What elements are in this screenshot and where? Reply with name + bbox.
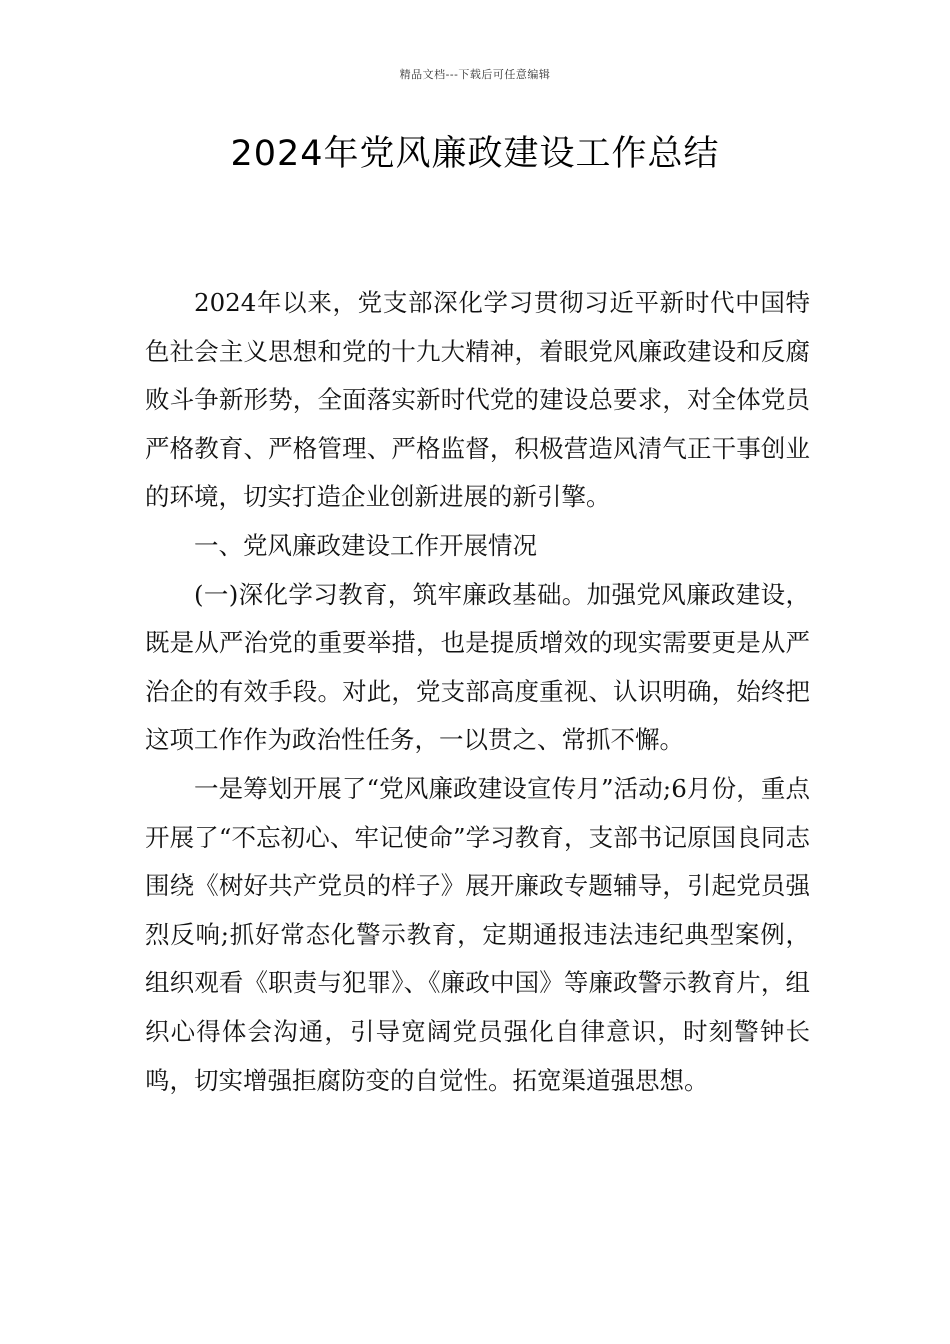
section-heading: 一、党风廉政建设工作开展情况 bbox=[194, 530, 537, 560]
document-body bbox=[145, 279, 810, 1105]
paragraph-intro: 2024年以来，党支部深化学习贯彻习近平新时代中国特色社会主义思想和党的十九大精神，着眼党风廉政建设和反腐败斗争新形势，全面落实新时代党的建设总要求，对全体党员严格教育、严格管理、严格监督，积极营造风清气正干事创业的环境，切实打造企业创新进展的新引擎。 bbox=[145, 288, 810, 512]
document-title: 2024年党风廉政建设工作总结 bbox=[230, 134, 720, 174]
page-header-note: 精品文档---下载后可任意编辑 bbox=[399, 68, 551, 81]
paragraph-activities: 一是筹划开展了“党风廉政建设宣传月”活动;6月份，重点开展了“不忘初心、牢记使命”学习教育，支部书记原国良同志围绕《树好共产党员的样子》展开廉政专题辅导，引起党员强烈反响;抓好常态化警示教育，定期通报违法违纪典型案例，组织观看《职责与犯罪》、《廉政中国》等廉政警示教育片，组织心得体会沟通，引导宽阔党员强化自律意识，时刻警钟长鸣，切实增强拒腐防变的自觉性。拓宽渠道强思想。 bbox=[145, 773, 810, 1095]
paragraph-subsection-1: (一)深化学习教育，筑牢廉政基础。加强党风廉政建设，既是从严治党的重要举措，也是提质增效的现实需要更是从严治企的有效手段。对此，党支部高度重视、认识明确，始终把这项工作作为政治性任务，一以贯之、常抓不懈。 bbox=[145, 579, 810, 755]
